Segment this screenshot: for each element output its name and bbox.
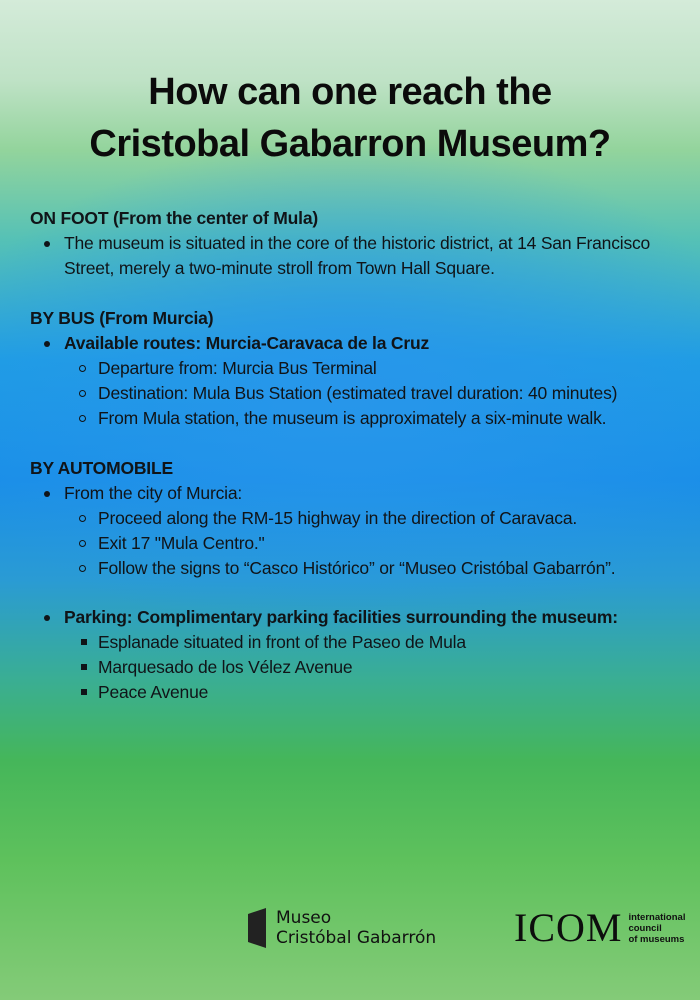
parking-label: Parking: Complimentary parking facilities surrounding the museum: <box>64 607 618 627</box>
list-item: Peace Avenue <box>64 680 670 705</box>
title-line-2: Cristobal Gabarron Museum? <box>89 123 611 165</box>
list-item: Follow the signs to “Casco Histórico” or “Museo Cristóbal Gabarrón”. <box>64 556 670 581</box>
museo-logo-line-2: Cristóbal Gabarrón <box>276 928 437 948</box>
parking-list <box>30 605 670 630</box>
list-item: From Mula station, the museum is approximately a six-minute walk. <box>64 406 670 431</box>
list-item-parking <box>30 605 670 630</box>
icom-sub-line-3: of museums <box>628 933 685 945</box>
bus-details-list <box>64 356 670 431</box>
icom-sub-line-2: council <box>628 922 662 934</box>
museo-logo-text <box>276 908 436 948</box>
list-item-from-murcia <box>30 481 670 581</box>
section-heading-by-automobile: BY AUTOMOBILE <box>30 458 173 478</box>
routes-label: Available routes: Murcia-Caravaca de la Cruz <box>64 333 429 353</box>
icom-logo <box>514 906 685 950</box>
list-item: Esplanade situated in front of the Paseo de Mula <box>64 630 670 655</box>
icom-logo-subtitle <box>628 912 685 945</box>
list-item: The museum is situated in the core of the historic district, at 14 San Francisco Street, merely a two-minute stroll from Town Hall Square. <box>30 231 670 281</box>
icom-sub-line-1: international <box>628 911 686 923</box>
museo-logo-line-1: Museo <box>276 908 332 928</box>
icom-logo-word: ICOM <box>514 905 623 950</box>
museo-mark-icon <box>246 908 270 948</box>
by-automobile-list <box>30 481 670 581</box>
list-item: Destination: Mula Bus Station (estimated travel duration: 40 minutes) <box>64 381 670 406</box>
parking-spots-list <box>64 630 670 705</box>
section-heading-by-bus: BY BUS (From Murcia) <box>30 308 214 328</box>
from-label: From the city of Murcia: <box>64 483 243 503</box>
section-heading-on-foot: ON FOOT (From the center of Mula) <box>30 208 318 228</box>
list-item: Departure from: Murcia Bus Terminal <box>64 356 670 381</box>
driving-steps-list <box>64 506 670 581</box>
title-line-1: How can one reach the <box>148 71 552 113</box>
by-bus-list <box>30 331 670 431</box>
list-item-routes <box>30 331 670 431</box>
page-title <box>0 66 700 170</box>
list-item: Marquesado de los Vélez Avenue <box>64 655 670 680</box>
museo-logo <box>246 906 436 950</box>
directions-content <box>30 206 670 705</box>
list-item: Exit 17 "Mula Centro." <box>64 531 670 556</box>
on-foot-list <box>30 231 670 281</box>
list-item: Proceed along the RM-15 highway in the direction of Caravaca. <box>64 506 670 531</box>
